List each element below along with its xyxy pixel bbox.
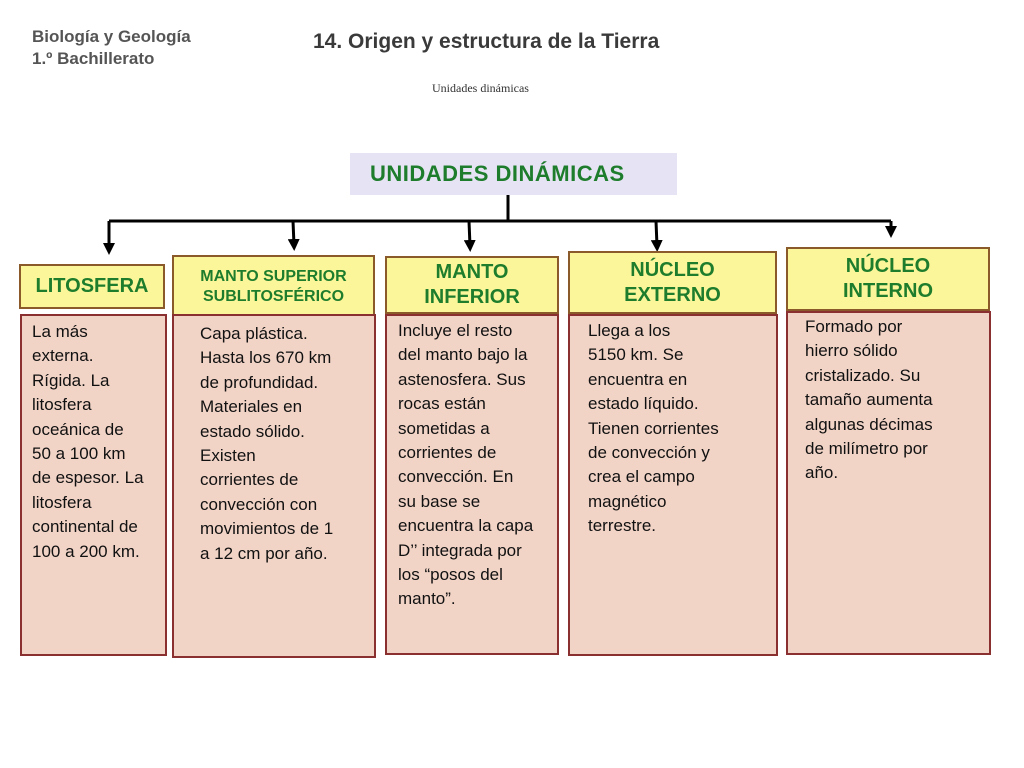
text-line: de milímetro por [805,439,928,459]
text-line: litosfera [32,395,92,415]
text-line: manto”. [398,589,456,609]
text-line: La más [32,322,88,341]
heading-line: INTERNO [843,280,933,302]
text-line: rocas están [398,394,486,414]
subject-name: Biología y Geología [32,27,191,46]
text-manto-superior [172,314,376,658]
text-line: Formado por [805,317,903,336]
text-line: litosfera [32,492,92,512]
text-nucleo-externo [568,314,778,656]
heading-line: INFERIOR [424,286,520,308]
heading-line: LITOSFERA [35,275,149,297]
text-line: de profundidad. [200,372,319,392]
heading-line: SUBLITOSFÉRICO [202,287,345,305]
text-line: su base se [398,491,481,511]
text-line: convección con [200,494,318,514]
text-line: externa. [32,346,94,366]
text-line: estado líquido. [588,394,699,414]
text-line: de espesor. La [32,468,144,488]
heading-line: MANTO [435,261,509,283]
text-line: continental de [32,517,138,537]
text-line: terrestre. [588,516,657,536]
text-line: 100 a 200 km. [32,541,140,561]
text-line: Tienen corrientes [588,418,719,438]
text-line: hierro sólido [805,341,898,361]
root-node-label: UNIDADES DINÁMICAS [370,161,625,186]
text-line: algunas décimas [805,414,933,434]
text-line: sometidas a [398,418,490,438]
heading-manto-inferior [385,256,559,314]
page-title: 14. Origen y estructura de la Tierra [313,30,660,53]
text-line: crea el campo [588,467,695,487]
arrow-to-nucleo-externo [656,221,657,246]
text-line: movimientos de 1 [200,519,334,539]
text-line: a 12 cm por año. [200,543,328,563]
text-line: estado sólido. [200,421,305,441]
heading-line: NÚCLEO [630,258,715,281]
text-line: Rígida. La [32,370,110,390]
text-line: oceánica de [32,419,124,439]
text-line: magnético [588,491,667,511]
heading-line: NÚCLEO [845,255,931,277]
heading-line: EXTERNO [624,283,721,306]
page-subtitle: Unidades dinámicas [432,81,529,95]
text-line: del manto bajo la [398,345,528,365]
text-line: encuentra la capa [398,516,534,536]
text-line: tamaño aumenta [805,390,933,410]
text-line: 50 a 100 km [32,444,126,464]
heading-nucleo-interno [786,247,990,311]
text-line: 5150 km. Se [588,345,684,365]
text-line: Materiales en [200,397,303,417]
text-line: convección. En [398,467,514,487]
text-line: los “posos del [398,565,503,585]
text-line: encuentra en [588,369,688,389]
heading-litosfera [19,264,165,309]
heading-nucleo-externo [568,251,777,314]
heading-line: MANTO SUPERIOR [200,267,347,285]
text-manto-inferior [385,314,559,655]
text-line: Incluye el resto [398,321,513,340]
text-line: corrientes de [200,470,299,490]
text-line: astenosfera. Sus [398,369,526,389]
text-line: año. [805,463,839,483]
arrow-to-manto-superior [293,221,294,245]
heading-manto-superior [172,255,375,318]
text-nucleo-interno [786,311,991,655]
text-line: Capa plástica. [200,324,308,343]
text-line: Llega a los [588,321,671,340]
course-name: 1.º Bachillerato [32,49,155,68]
text-line: Hasta los 670 km [200,348,332,368]
text-litosfera [20,314,167,656]
text-line: D’’ integrada por [398,540,522,560]
text-line: corrientes de [398,443,497,463]
text-line: de convección y [588,443,710,463]
arrow-to-manto-inferior [469,221,470,246]
text-line: Existen [200,446,256,466]
text-line: cristalizado. Su [805,365,921,385]
